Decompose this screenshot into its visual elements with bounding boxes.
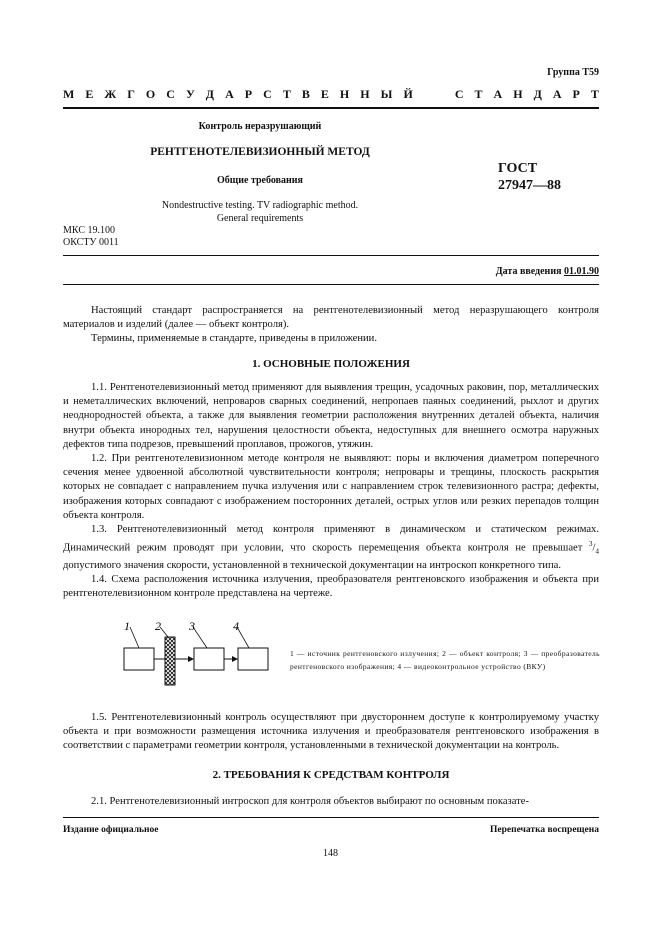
banner-letter-left-7: Д (205, 87, 215, 101)
banner-letter-left-5: С (166, 87, 175, 101)
intro-date-value: 01.01.90 (564, 266, 599, 277)
figure-caption: 1 — источник рентгеновского излучения; 2 — объект контроля; 3 — преобразователь рентгеновского изображения; 4 — видеоконтрольное устройство (ВКУ) (290, 649, 600, 671)
label-1: 1 (124, 619, 130, 633)
group-code: Группа Т59 (547, 67, 599, 78)
gost-code: 27947—88 (498, 178, 561, 193)
paragraph-1-3: 1.3. Рентгенотелевизионный метод контроля применяют в динамическом и статическом режимах. Динамический режим проводят при условии, что скорость перемещения объекта контроля не превышает $^3/_4$ допустимого значения скорости, установленной в технической документации на интроскоп конкретного типа. (63, 524, 599, 572)
schematic-diagram (110, 615, 280, 695)
banner-letter-left-14: Н (339, 87, 350, 101)
header-rule (63, 107, 599, 109)
banner-letter-left-12: В (301, 87, 310, 101)
banner-letter-left-9: Р (244, 87, 253, 101)
title-category: Контроль неразрушающий (198, 121, 322, 132)
title-english-line1: Nondestructive testing. TV radiographic method. (161, 200, 359, 211)
banner-letter-left-4: О (145, 87, 156, 101)
gost-label: ГОСТ (498, 161, 538, 176)
banner-letter-left-13: Е (320, 87, 329, 101)
intro-date-label: Дата введения (495, 266, 564, 277)
banner-letter-left-2: Ж (104, 87, 117, 101)
banner-letter-right-5: А (552, 87, 562, 101)
footer-reprint: Перепечатка воспрещена (489, 825, 599, 835)
label-3: 3 (189, 619, 195, 633)
interstate-standard-banner (63, 87, 599, 102)
banner-letter-right-1: Т (474, 87, 483, 101)
banner-letter-left-6: У (185, 87, 195, 101)
object-hatched (165, 637, 175, 685)
okstu-code: ОКСТУ 0011 (63, 237, 119, 248)
section-2-heading: 2. ТРЕБОВАНИЯ К СРЕДСТВАМ КОНТРОЛЯ (212, 769, 450, 781)
label-4: 4 (233, 619, 239, 633)
intro-text (63, 304, 599, 347)
banner-letter-right-4: Д (533, 87, 542, 101)
banner-gap (424, 87, 444, 102)
paragraph-1-3-a: 1.3. Рентгенотелевизионный метод контроля применяют в динамическом и статическом режимах. Динамический режим проводят при условии, что скорость перемещения объекта контроля не превышает (63, 524, 599, 554)
footer-rule (63, 817, 599, 818)
banner-letter-left-17: Й (403, 87, 413, 101)
paragraph-terms: Термины, применяемые в стандарте, приведены в приложении. (91, 333, 377, 345)
banner-letter-left-0: М (63, 87, 75, 101)
classification-codes (63, 225, 119, 249)
banner-letter-right-2: А (493, 87, 503, 101)
banner-letter-left-3: Г (127, 87, 135, 101)
banner-letter-right-3: Н (513, 87, 523, 101)
title-english-line2: General requirements (216, 213, 304, 224)
fraction-numerator: 3 (589, 540, 593, 549)
banner-letter-left-10: С (263, 87, 272, 101)
section-1-heading: 1. ОСНОВНЫЕ ПОЛОЖЕНИЯ (252, 358, 410, 370)
paragraph-1-2: 1.2. При рентгенотелевизионном методе контроля не выявляют: поры и включения диаметром поперечного сечения менее удвоенной абсолютной чувствительности контроля; непровары и трещины, плоскость раскрытия которых не совпадает с направлением пучка излучения или с направлением строк телевизионного растра; дефекты, изображения которых совпадают с изображением посторонних деталей, острых углов или резких перепадов толщин объекта контроля. (63, 453, 599, 521)
paragraph-1-5: 1.5. Рентгенотелевизионный контроль осуществляют при двустороннем доступе к контролируемому участку объекта и при возможности размещения источника излучения и преобразователя рентгеновского изображения в соответствии с параметрами геометрии контроля, установленными в технической документации на контроль. (63, 712, 599, 752)
intro-rule (63, 284, 599, 285)
footer-edition: Издание официальное (63, 825, 159, 835)
banner-letter-left-15: Н (360, 87, 370, 101)
banner-letter-left-11: Т (282, 87, 291, 101)
paragraph-1-4: 1.4. Схема расположения источника излучения, преобразователя рентгеновского изображения и объекта при рентгенотелевизионном контроле представлена на чертеже. (63, 574, 599, 600)
banner-letter-right-0: С (454, 87, 464, 101)
converter-box (194, 648, 224, 670)
paragraph-1-5-block (63, 711, 599, 754)
paragraph-1-1: 1.1. Рентгенотелевизионный метод применяют для выявления трещин, усадочных раковин, пор, металлических и неметаллических включений, непроваров сварных соединений, непропаев паяных соединений, рыхлот и других неоднородностей объекта, а также для выявления геометрии расположения внутренних деталей объекта, наличия внутри объекта инородных тел, нарушения целостности объекта, недоступных для внешнего осмотра наружных дефектов типа подрезов, превышений проплавов, прожогов, утяжин. (63, 382, 599, 450)
paragraph-scope: Настоящий стандарт распространяется на рентгенотелевизионный метод неразрушающего контроля материалов и изделий (далее — объект контроля). (63, 305, 599, 331)
title-subtitle: Общие требования (217, 175, 303, 186)
title-english (110, 199, 410, 225)
banner-letter-left-16: Ы (380, 87, 393, 101)
section-2-text (63, 795, 599, 809)
title-main: РЕНТГЕНОТЕЛЕВИЗИОННЫЙ МЕТОД (150, 146, 370, 158)
section-1-text (63, 381, 599, 602)
monitor-box (238, 648, 268, 670)
intro-date (496, 266, 599, 277)
title-rule (63, 255, 599, 256)
banner-letter-right-6: Р (572, 87, 580, 101)
fraction-denominator: 4 (595, 547, 599, 556)
banner-letter-right-7: Т (590, 87, 599, 101)
label-2: 2 (155, 619, 161, 633)
banner-letter-left-8: А (225, 87, 234, 101)
gost-number (498, 160, 561, 194)
mks-code: МКС 19.100 (63, 225, 115, 236)
source-box (124, 648, 154, 670)
page-number: 148 (323, 848, 338, 859)
banner-letter-left-1: Е (85, 87, 94, 101)
paragraph-1-3-b: допустимого значения скорости, установленной в технической документации на интроскоп конкретного типа. (63, 560, 561, 572)
paragraph-2-1: 2.1. Рентгенотелевизионный интроскоп для контроля объектов выбирают по основным показате- (91, 796, 530, 807)
